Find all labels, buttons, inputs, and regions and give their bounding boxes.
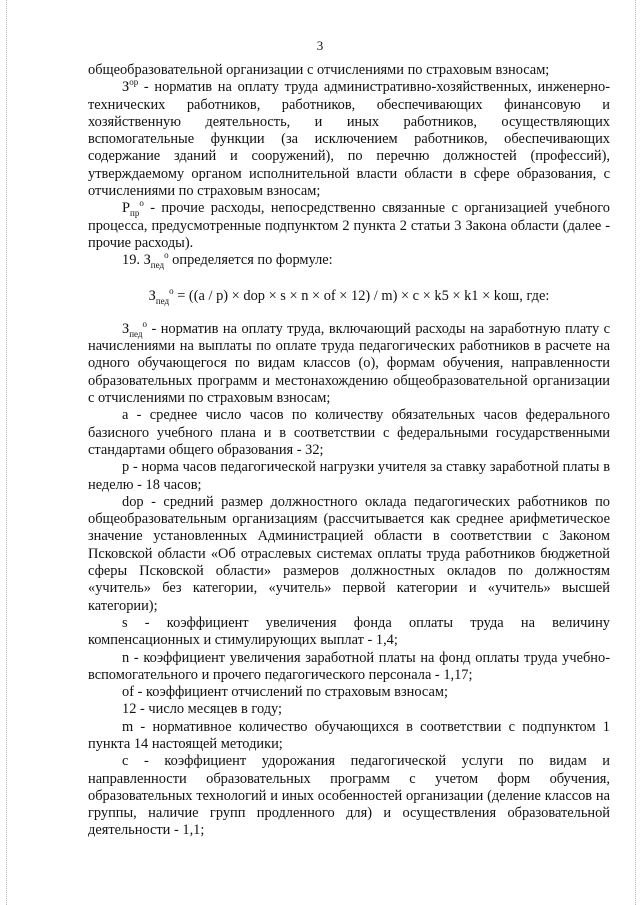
scan-edge-right xyxy=(635,0,636,905)
document-body xyxy=(88,62,610,840)
definition-of: of - коэффициент отчислений по страховым взносам; xyxy=(122,684,448,701)
definition-s: s - коэффициент увеличения фонда оплаты труда на величину компенсационных и стимулирующих выплат - 1,4; xyxy=(88,614,610,649)
item-text: определяется по формуле: xyxy=(168,252,333,269)
definition-c: с - коэффициент удорожания педагогической услуги по видам и направленности образовательных программ с учетом форм обучения, образовательных технологий и иных особенностей организации (деление классов на группы, наличие групп продленного для) и осуществления образовательной деятельности - 1,1; xyxy=(88,753,610,839)
definition-n: n - коэффициент увеличения заработной платы на фонд оплаты труда учебно-вспомогательного и прочего педагогического персонала - 1,17; xyxy=(88,649,610,683)
definition-text: - прочие расходы, непосредственно связанные с организацией учебного процесса, предусмотренные подпунктом 2 пункта 2 статьи 3 Закона области (далее - прочие расходы). xyxy=(88,200,610,251)
definition-p: р - норма часов педагогической нагрузки учителя за ставку заработной платы в неделю - 18 часов; xyxy=(88,459,610,493)
definition-text: - норматив на оплату труда административно-хозяйственных, инженерно-технических работников, работников, обеспечивающих финансовую и хозяйственную деятельность, и иных работников, осуществляющих вспомогательные функции (за исключением работников, обеспечивающих содержание зданий и сооружений), по перечню должностей (профессий), утверждаемому органом исполнительной власти области в сфере образования, с отчислениями по страховым взносам; xyxy=(88,79,610,200)
subscript-ped: пед xyxy=(129,328,143,339)
paragraph-continuation: общеобразовательной организации с отчислениями по страховым взносам; xyxy=(88,62,550,78)
definition-a: а - среднее число часов по количеству обязательных часов федерального базисного учебного плана и в соответствии с федеральными государственными стандартами общего образования - 32; xyxy=(88,407,610,458)
symbol-z: З xyxy=(122,79,130,96)
formula-subscript: пед xyxy=(155,295,170,306)
definition-text: - норматив на оплату труда, включающий расходы на заработную плату с начислениями на выплаты по оплате труда педагогических работников в расчете на одного обучающегося по видам классов (о), формам обучения, направленности образовательных программ и местонахождению общеобразовательной организации с отчислениями по страховым взносам; xyxy=(88,320,610,407)
formula xyxy=(88,285,610,306)
paragraph-z-ped xyxy=(88,321,610,407)
scan-edge-left xyxy=(6,0,7,905)
definition-dop: dop - средний размер должностного оклада педагогических работников по общеобразовательным организациям (рассчитывается как среднее арифметическое значение установленных Администрацией области в соответствии с Законом Псковской области «Об отраслевых системах оплаты труда работников бюджетной сферы Псковской области» размеров должностных окладов по должностям «учитель» без категории, «учитель» первой категории и «учитель» высшей категории); xyxy=(88,493,610,614)
symbol-r: Р xyxy=(122,200,131,217)
formula-superscript: о xyxy=(169,285,174,296)
formula-symbol: З xyxy=(148,287,156,304)
symbol-z: З xyxy=(122,320,130,337)
definition-12: 12 - число месяцев в году; xyxy=(122,701,283,718)
superscript-o: о xyxy=(164,250,169,261)
item-prefix: 19. З xyxy=(122,252,151,269)
superscript-o: о xyxy=(142,319,147,330)
superscript-o: о xyxy=(139,198,144,209)
paragraph-r-pr xyxy=(88,200,610,252)
paragraph-z-or xyxy=(88,79,610,200)
subscript-pr: пр xyxy=(130,208,140,219)
paragraph-19 xyxy=(88,252,610,269)
page-number: 3 xyxy=(316,38,324,53)
definition-m: m - нормативное количество обучающихся в соответствии с подпунктом 1 пункта 14 настоящей методики; xyxy=(88,718,610,752)
subscript-ped: пед xyxy=(150,260,165,271)
formula-expression: = ((a / p) × dop × s × n × of × 12) / m) × c × k5 × k1 × kош, где: xyxy=(173,287,550,304)
superscript-or: ор xyxy=(129,77,139,88)
